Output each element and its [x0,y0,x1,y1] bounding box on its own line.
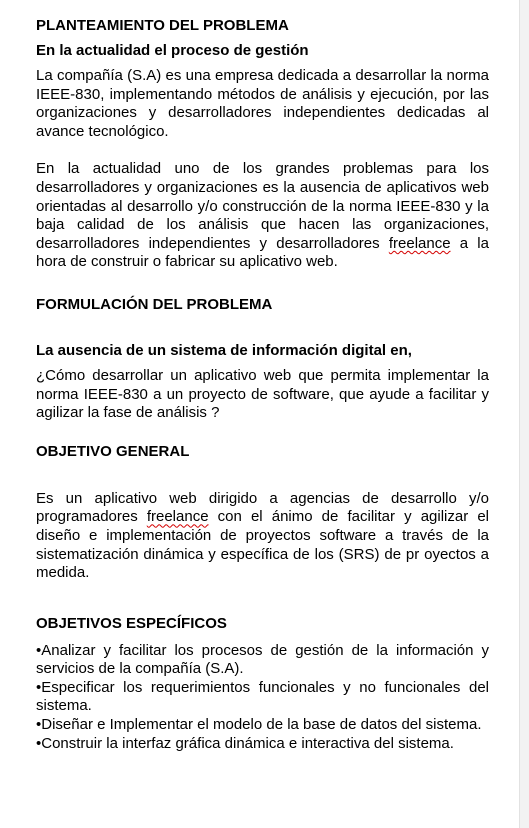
section-subheading-ausencia: La ausencia de un sistema de información digital en, [36,341,412,359]
paragraph-problems [36,160,489,272]
document-content [36,14,489,753]
paragraph-objetivo-part-2: con el ánimo de facilitar y agilizar el diseño e implementación de proyectos software a través de la sistematización dinámica y específica de los (SRS) de pr oyectos a medida. [36,508,489,582]
section-heading-objetivo-general: OBJETIVO GENERAL [36,442,190,460]
bullet-item: •Diseñar e Implementar el modelo de la base de datos del sistema. [36,716,482,734]
bullet-item: •Construir la interfaz gráfica dinámica e interactiva del sistema. [36,734,454,752]
bullet-item: •Especificar los requerimientos funcionales y no funcionales del sistema. [36,678,489,715]
paragraph-problems-part-1: En la actualidad uno de los grandes problemas para los desarrolladores y organizaciones es la ausencia de aplicativos web orientadas al desarrollo y/o construcción de la norma IEEE-830 y la baja calidad de los análisis que hacen las organizaciones, desarrolladores independientes y desarrolladores [36,160,489,252]
spelling-flagged-word: freelance [146,508,209,526]
paragraph-company: La compañía (S.A) es una empresa dedicada a desarrollar la norma IEEE-830, implementando métodos de análisis y ejecución, por las organizaciones y desarrolladores independientes dedicadas al avance tecnológico. [36,67,489,140]
section-subheading-gestion: En la actualidad el proceso de gestión [36,42,309,59]
paragraph-objetivo-part-1: Es un aplicativo web dirigido a agencias de desarrollo y/o programadores [36,489,489,526]
section-heading-formulacion: FORMULACIÓN DEL PROBLEMA [36,295,273,313]
paragraph-question: ¿Cómo desarrollar un aplicativo web que permita implementar la norma IEEE-830 a un proyecto de software, que ayude a facilitar y agilizar la fase de análisis ? [36,366,489,422]
spelling-flagged-word: freelance [388,234,451,252]
paragraph-objetivo-general [36,490,489,583]
bullet-item: •Analizar y facilitar los procesos de gestión de la información y servicios de la compañía (S.A). [36,641,489,678]
section-heading-objetivos-especificos: OBJETIVOS ESPECÍFICOS [36,614,227,632]
paragraph-problems-part-2: a la hora de construir o fabricar su aplicativo web. [36,234,489,271]
section-heading-planteamiento: PLANTEAMIENTO DEL PROBLEMA [36,17,289,34]
window-edge [519,0,529,828]
